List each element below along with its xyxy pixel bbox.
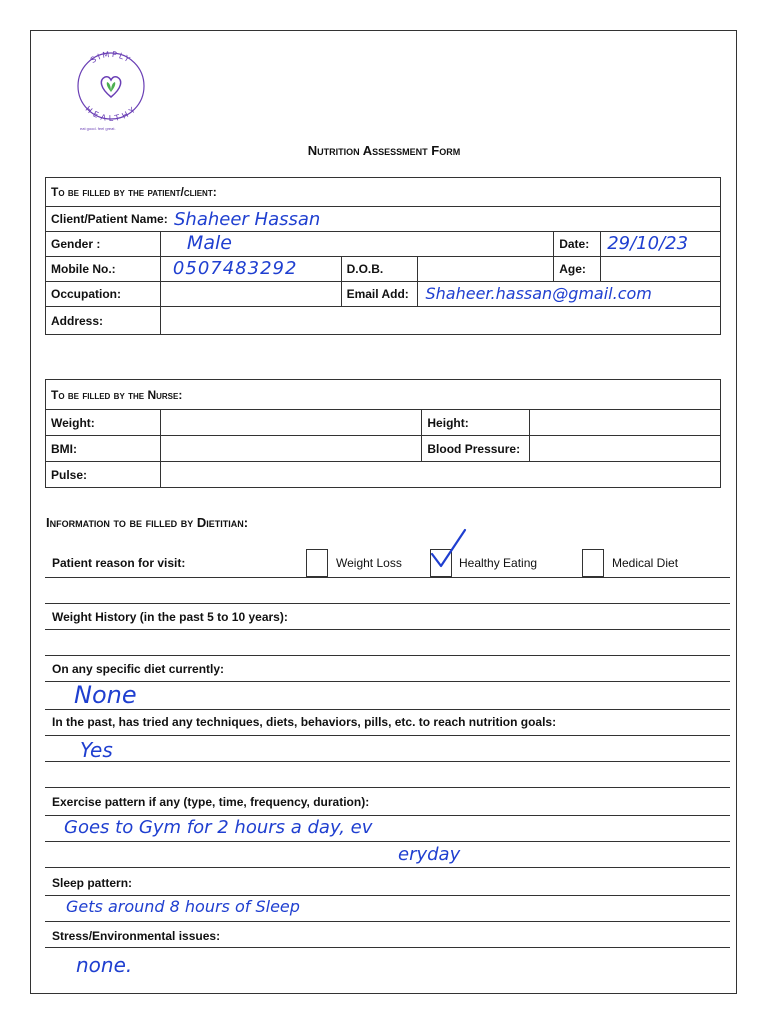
age-value[interactable] <box>601 257 721 282</box>
sleep-label: Sleep pattern: <box>52 876 133 890</box>
exercise-label: Exercise pattern if any (type, time, frequency, duration): <box>52 795 370 809</box>
logo-emblem-icon <box>70 50 152 122</box>
divider <box>45 867 730 868</box>
stress-answer[interactable]: none. <box>76 953 133 977</box>
email-label: Email Add: <box>341 282 417 307</box>
dob-label: D.O.B. <box>341 257 417 282</box>
divider <box>45 577 730 578</box>
divider <box>45 787 730 788</box>
bmi-label: BMI: <box>46 436 161 462</box>
weight-loss-label: Weight Loss <box>336 556 402 570</box>
past-techniques-answer[interactable]: Yes <box>80 738 113 762</box>
form-title: Nutrition Assessment Form <box>307 143 461 158</box>
blood-pressure-value[interactable] <box>530 436 721 462</box>
blood-pressure-label: Blood Pressure: <box>422 436 530 462</box>
patient-info-table <box>45 177 721 335</box>
divider <box>45 681 730 682</box>
divider <box>45 895 730 896</box>
weight-label: Weight: <box>46 410 161 436</box>
past-techniques-label: In the past, has tried any techniques, diets, behaviors, pills, etc. to reach nutrition goals: <box>52 715 557 729</box>
divider <box>45 921 730 922</box>
medical-diet-checkbox[interactable] <box>582 549 604 577</box>
gender-label: Gender : <box>46 232 161 257</box>
date-value[interactable]: 29/10/23 <box>607 233 689 254</box>
weight-loss-checkbox[interactable] <box>306 549 328 577</box>
bmi-value[interactable] <box>160 436 422 462</box>
logo-ring-bottom: HEALTHY <box>83 104 139 122</box>
address-label: Address: <box>46 307 161 335</box>
nurse-info-table <box>45 379 721 488</box>
divider <box>45 709 730 710</box>
logo-tagline: eat good. feel great. <box>80 126 116 131</box>
sleep-answer[interactable]: Gets around 8 hours of Sleep <box>66 897 300 916</box>
occupation-value[interactable] <box>160 282 341 307</box>
exercise-answer-line2[interactable]: eryday <box>398 844 461 865</box>
divider <box>45 655 730 656</box>
exercise-answer-line1[interactable]: Goes to Gym for 2 hours a day, ev <box>64 817 373 838</box>
dob-value[interactable] <box>417 257 554 282</box>
height-value[interactable] <box>530 410 721 436</box>
divider <box>45 629 730 630</box>
mobile-label: Mobile No.: <box>46 257 161 282</box>
weight-history-label: Weight History (in the past 5 to 10 years): <box>52 610 288 624</box>
gender-value[interactable]: Male <box>186 232 232 254</box>
pulse-label: Pulse: <box>46 462 161 488</box>
specific-diet-answer[interactable]: None <box>74 681 137 709</box>
simply-healthy-logo <box>70 50 152 132</box>
divider <box>45 947 730 948</box>
mobile-value[interactable]: 0507483292 <box>172 258 298 279</box>
divider <box>45 841 730 842</box>
nurse-section-heading: To be filled by the Nurse: <box>46 380 721 410</box>
divider <box>45 735 730 736</box>
client-name-value[interactable]: Shaheer Hassan <box>174 209 321 230</box>
reason-for-visit-label: Patient reason for visit: <box>52 556 186 570</box>
date-label: Date: <box>554 232 601 257</box>
occupation-label: Occupation: <box>46 282 161 307</box>
weight-value[interactable] <box>160 410 422 436</box>
svg-text:SIMPLY <box>89 50 133 65</box>
client-name-label: Client/Patient Name: <box>51 212 168 226</box>
healthy-eating-label: Healthy Eating <box>459 556 538 570</box>
form-page <box>30 30 737 994</box>
divider <box>45 815 730 816</box>
stress-label: Stress/Environmental issues: <box>52 929 221 943</box>
specific-diet-label: On any specific diet currently: <box>52 662 225 676</box>
age-label: Age: <box>554 257 601 282</box>
medical-diet-label: Medical Diet <box>612 556 679 570</box>
email-value[interactable]: Shaheer.hassan@gmail.com <box>425 284 652 303</box>
logo-ring-top: SIMPLY <box>88 50 134 65</box>
pulse-value[interactable] <box>160 462 720 488</box>
dietitian-section-heading: Information to be filled by Dietitian: <box>46 515 249 530</box>
height-label: Height: <box>422 410 530 436</box>
address-value[interactable] <box>160 307 720 335</box>
patient-section-heading: To be filled by the patient/client: <box>46 178 721 207</box>
divider <box>45 603 730 604</box>
divider <box>45 761 730 762</box>
